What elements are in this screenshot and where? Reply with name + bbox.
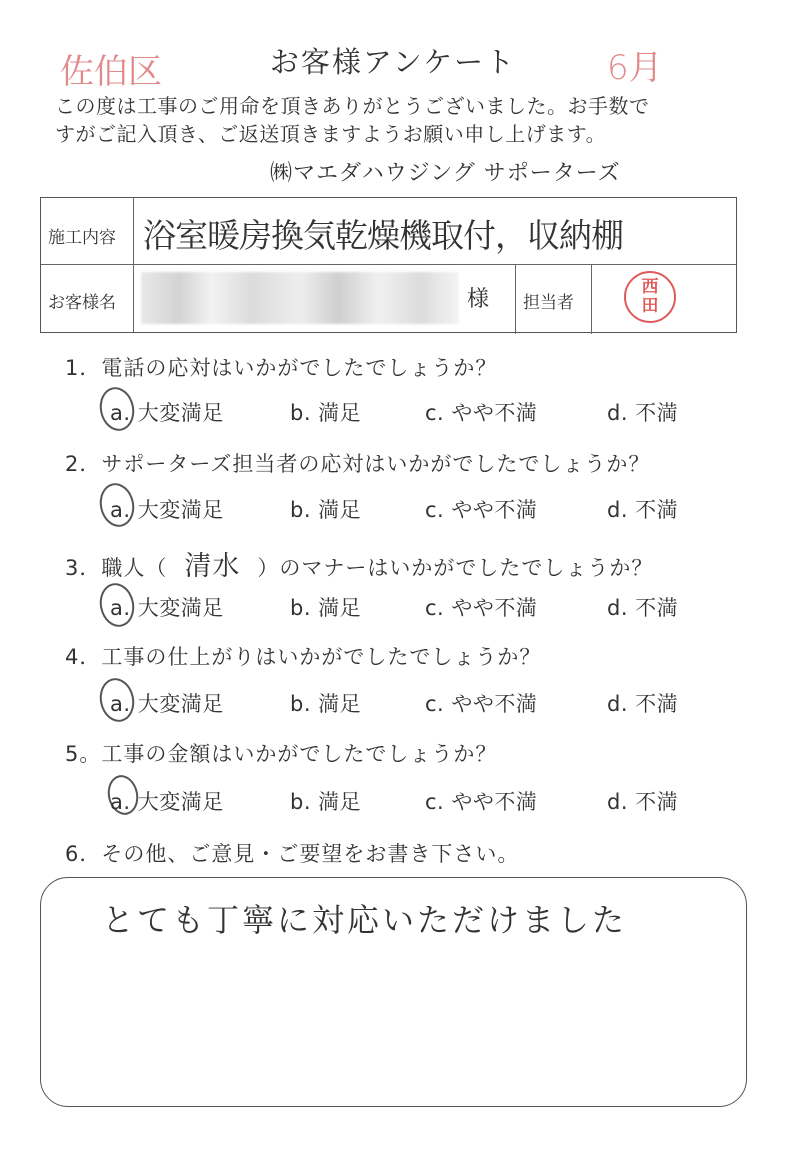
craftsman-name[interactable]: 清水: [184, 551, 241, 582]
month-handwritten: 6月: [607, 48, 663, 88]
customer-label: お客様名: [48, 293, 116, 313]
intro-line-1: この度は工事のご用命を頂きありがとうございました。お手数で: [55, 94, 650, 118]
q3-option-d[interactable]: d. 不満: [607, 596, 679, 620]
question-text: その他、ご意見・ご要望をお書き下さい。: [101, 842, 520, 866]
q1-option-a[interactable]: a. 大変満足: [110, 401, 224, 425]
table-divider: [515, 264, 516, 334]
question-number: 2．: [65, 452, 102, 476]
q2-option-b[interactable]: b. 満足: [290, 498, 362, 522]
q1-option-d[interactable]: d. 不満: [607, 401, 679, 425]
q3-option-c[interactable]: c. やや不満: [425, 596, 538, 620]
question-5: [65, 738, 497, 768]
q4-option-a[interactable]: a. 大変満足: [110, 692, 224, 716]
staff-label: 担当者: [523, 293, 574, 313]
q5-option-d[interactable]: d. 不満: [607, 790, 679, 814]
work-label: 施工内容: [48, 228, 116, 248]
honorific: 様: [467, 287, 490, 312]
question-number: 5。: [65, 742, 102, 766]
question-1: [65, 352, 497, 382]
page-title: お客様アンケート: [269, 45, 517, 79]
company-name: ㈱マエダハウジング サポーターズ: [270, 161, 621, 186]
q5-option-b[interactable]: b. 満足: [290, 790, 362, 814]
question-4: [65, 641, 541, 671]
q2-option-a[interactable]: a. 大変満足: [110, 498, 224, 522]
question-6: [65, 838, 519, 868]
question-number: 1．: [65, 356, 102, 380]
question-number: 3．: [65, 556, 102, 580]
comment-answer: とても丁寧に対応いただけました: [102, 901, 628, 939]
q3-option-a[interactable]: a. 大変満足: [110, 596, 224, 620]
intro-line-2: すがご記入頂き、ご返送頂きますようお願い申し上げます。: [55, 122, 607, 146]
question-2: [65, 448, 650, 478]
q4-option-c[interactable]: c. やや不満: [425, 692, 538, 716]
question-text-before: 職人（: [101, 556, 168, 580]
q5-option-c[interactable]: c. やや不満: [425, 790, 538, 814]
seal-char-bottom: 田: [641, 296, 659, 316]
question-text: 工事の金額はいかがでしたでしょうか？: [101, 742, 498, 766]
q4-option-d[interactable]: d. 不満: [607, 692, 679, 716]
ward-handwritten: 佐伯区: [60, 52, 162, 92]
q5-option-a[interactable]: a. 大変満足: [110, 790, 224, 814]
question-text: 電話の応対はいかがでしたでしょうか？: [101, 356, 498, 380]
question-3: [65, 544, 653, 583]
table-divider: [591, 264, 592, 334]
work-value[interactable]: 浴室暖房換気乾燥機取付，収納棚: [143, 216, 623, 255]
question-number: 6．: [65, 842, 102, 866]
question-number: 4．: [65, 645, 102, 669]
q1-option-b[interactable]: b. 満足: [290, 401, 362, 425]
seal-char-top: 西: [641, 277, 659, 297]
table-divider: [41, 264, 736, 265]
q4-option-b[interactable]: b. 満足: [290, 692, 362, 716]
question-text: 工事の仕上がりはいかがでしたでしょうか？: [101, 645, 542, 669]
customer-name-redacted: [141, 272, 459, 324]
table-divider: [133, 198, 134, 332]
q3-option-b[interactable]: b. 満足: [290, 596, 362, 620]
staff-seal: [624, 271, 676, 323]
question-text-after: ）のマナーはいかがでしたでしょうか？: [257, 556, 654, 580]
q2-option-d[interactable]: d. 不満: [607, 498, 679, 522]
question-text: サポーターズ担当者の応対はいかがでしたでしょうか？: [101, 452, 651, 476]
info-table: [40, 197, 737, 333]
q1-option-c[interactable]: c. やや不満: [425, 401, 538, 425]
q2-option-c[interactable]: c. やや不満: [425, 498, 538, 522]
